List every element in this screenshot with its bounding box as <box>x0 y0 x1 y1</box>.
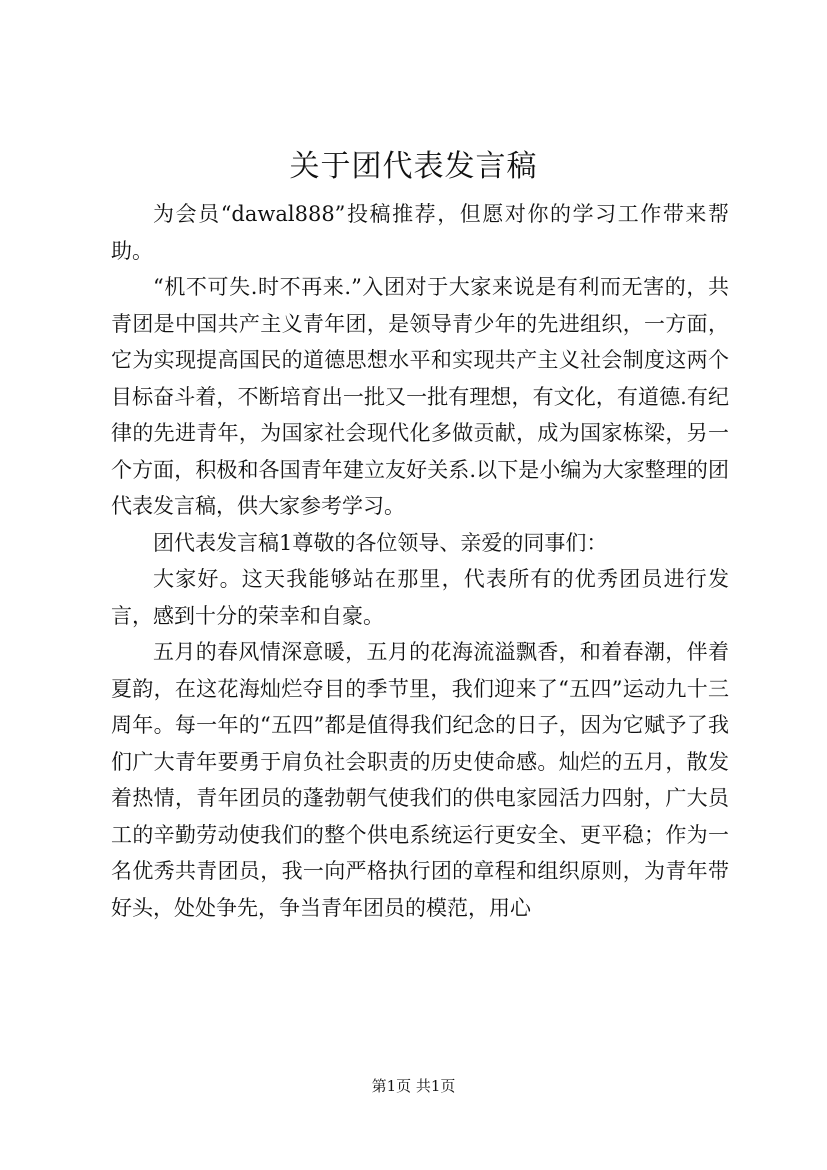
paragraph-speech-heading: 团代表发言稿1尊敬的各位领导、亲爱的同事们： <box>153 530 608 555</box>
paragraph-background: “机不可失.时不再来.”入团对于大家来说是有利而无害的，共青团是中国共产主义青年团，是领导青少年的先进组织，一方面，它为实现提高国民的道德思想水平和实现共产主义社会制度这两个目标奋斗着，不断培育出一批又一批有理想，有文化，有道德.有纪律的先进青年，为国家社会现代化多做贡献，成为国家栋梁，另一个方面，积极和各国青年建立友好关系.以下是小编为大家整理的团代表发言稿，供大家参考学习。 <box>111 275 729 518</box>
paragraph-may-fourth: 五月的春风情深意暖，五月的花海流溢飘香，和着春潮，伴着夏韵，在这花海灿烂夺目的季节里，我们迎来了“五四”运动九十三周年。每一年的“五四”都是值得我们纪念的日子，因为它赋予了我们广大青年要勇于肩负社会职责的历史使命感。灿烂的五月，散发着热情，青年团员的蓬勃朝气使我们的供电家园活力四射，广大员工的辛勤劳动使我们的整个供电系统运行更安全、更平稳；作为一名优秀共青团员，我一向严格执行团的章程和组织原则，为青年带好头，处处争先，争当青年团员的模范，用心 <box>111 640 729 920</box>
paragraph-greeting: 大家好。这天我能够站在那里，代表所有的优秀团员进行发言，感到十分的荣幸和自豪。 <box>111 567 729 628</box>
paragraph-intro: 为会员“dawal888”投稿推荐，但愿对你的学习工作带来帮助。 <box>111 202 729 263</box>
page-footer: 第1页 共1页 <box>371 1077 456 1095</box>
document-body <box>111 196 729 926</box>
document-title: 关于团代表发言稿 <box>289 149 538 184</box>
